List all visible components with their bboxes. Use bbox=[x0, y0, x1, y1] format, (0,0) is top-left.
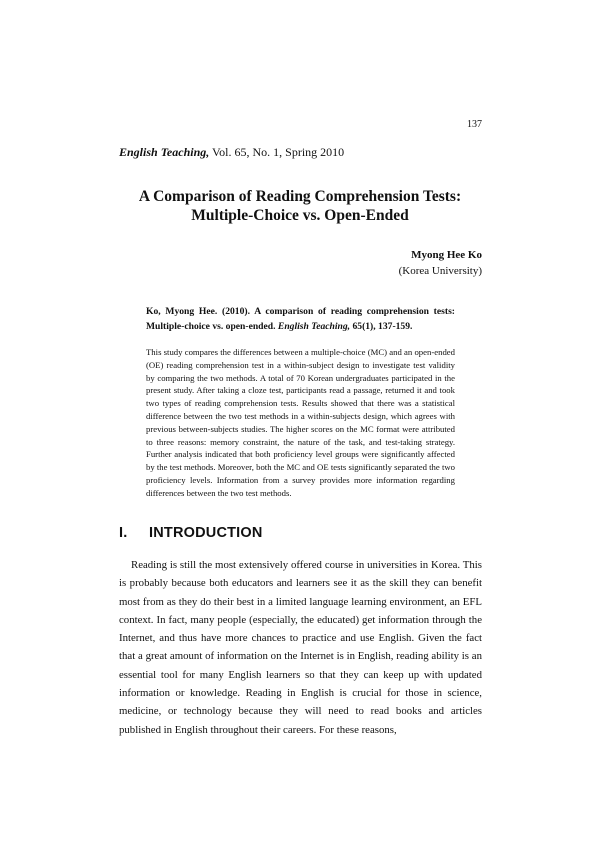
abstract: This study compares the differences between a multiple-choice (MC) and an open-ended (OE) reading comprehension test in a within-subject design to investigate test validity by comparing the two methods. A total of 70 Korean undergraduates participated in the present study. After taking a cloze test, participants read a passage, returned it and took two types of reading comprehension tests. Results showed that there was a statistical difference between the two test methods in a within-subjects design, which agrees with previous between-subjects studies. The higher scores on the MC format were attributed to three reasons: memory constraint, the nature of the task, and test-taking strategy. Further analysis indicated that both proficiency level groups were significantly affected by the test methods. Moreover, both the MC and OE tests significantly separated the two proficiency levels. Information from a survey provides more information regarding differences between the two test methods. bbox=[146, 347, 455, 498]
body-paragraph: Reading is still the most extensively offered course in universities in Korea. This is probably because both educators and learners see it as the skill they can benefit most from as they do their best in a limited language learning environment, an EFL context. In fact, many people (especially, the educated) get information through the Internet, and thus have more chances to practice and use English. Given the fact that a great amount of information on the Internet is in English, reading ability is an essential tool for many English learners so that they can keep up with updated information or knowledge. Reading in English is crucial for those in science, medicine, or technology because they will need to read books and articles published in English throughout their careers. For these reasons, bbox=[119, 559, 482, 736]
title-line-1: A Comparison of Reading Comprehension Tests: bbox=[138, 188, 462, 205]
section-heading bbox=[119, 525, 263, 541]
journal-details: Vol. 65, No. 1, Spring 2010 bbox=[209, 145, 345, 159]
author-affiliation: (Korea University) bbox=[398, 265, 482, 277]
title-line-2: Multiple-Choice vs. Open-Ended bbox=[191, 207, 409, 224]
journal-name: English Teaching, bbox=[119, 145, 210, 159]
citation-suffix: 65(1), 137-159. bbox=[350, 320, 413, 332]
citation-prefix: Ko, Myong Hee. (2010). A comparison of reading comprehension tests: Multiple-choice vs. open-ended. bbox=[146, 306, 455, 332]
section-title: INTRODUCTION bbox=[149, 525, 263, 541]
citation bbox=[146, 305, 455, 334]
citation-journal: English Teaching, bbox=[277, 320, 351, 332]
author-block bbox=[399, 247, 482, 279]
author-name: Myong Hee Ko bbox=[411, 249, 482, 261]
journal-header bbox=[119, 145, 344, 160]
section-number: I. bbox=[119, 525, 128, 541]
page-number: 137 bbox=[467, 119, 482, 130]
paper-title bbox=[100, 187, 500, 225]
